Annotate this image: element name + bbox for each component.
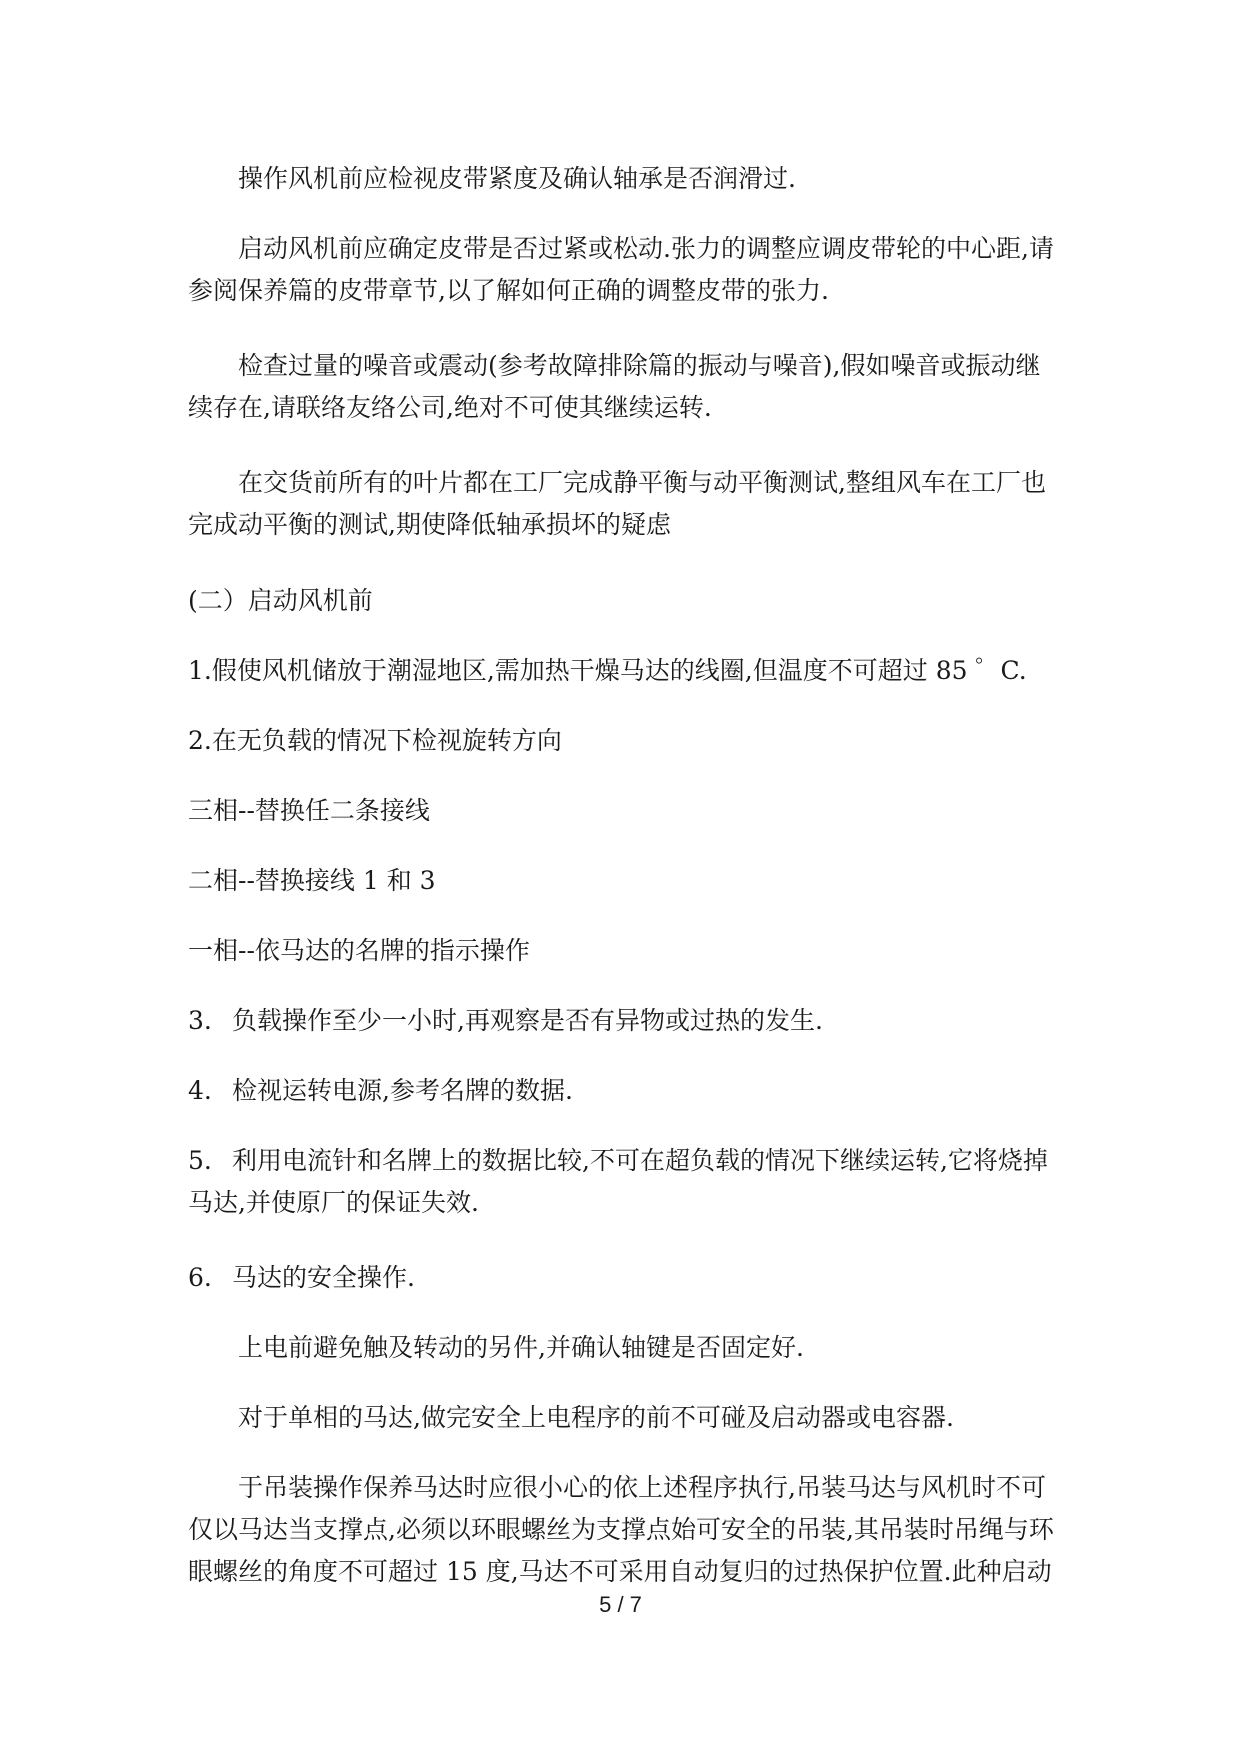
- list-text: 利用电流针和名牌上的数据比较,不可在超负载的情况下继续运转,它将烧掉马达,并使原厂的保证失效.: [188, 1146, 1048, 1217]
- list-item: 2.在无负载的情况下检视旋转方向: [188, 726, 562, 755]
- list-text: 马达的安全操作.: [232, 1263, 415, 1292]
- list-text: 负载操作至少一小时,再观察是否有异物或过热的发生.: [232, 1006, 823, 1035]
- list-number: 3.: [188, 1006, 212, 1035]
- paragraph-safety: 于吊装操作保养马达时应很小心的依上述程序执行,吊装马达与风机时不可仅以马达当支撑点,必须以环眼螺丝为支撑点始可安全的吊装,其吊装时吊绳与环眼螺丝的角度不可超过 15 度,马达不可采用自动复归的过热保护位置.此种启动: [188, 1473, 1054, 1586]
- paragraph-balance-test: 在交货前所有的叶片都在工厂完成静平衡与动平衡测试,整组风车在工厂也完成动平衡的测试,期使降低轴承损坏的疑虑: [188, 468, 1046, 539]
- list-item: [188, 1000, 1054, 1042]
- list-item: [188, 1257, 1054, 1299]
- list-text: 检视运转电源,参考名牌的数据.: [232, 1076, 573, 1105]
- paragraph-safety: 对于单相的马达,做完安全上电程序的前不可碰及启动器或电容器.: [238, 1403, 954, 1432]
- phase-line: 三相--替换任二条接线: [188, 796, 430, 825]
- paragraph-belt-tension: 启动风机前应确定皮带是否过紧或松动.张力的调整应调皮带轮的中心距,请参阅保养篇的皮带章节,以了解如何正确的调整皮带的张力.: [188, 234, 1054, 305]
- list-item: [188, 1070, 1054, 1112]
- paragraph-noise-check: 检查过量的噪音或震动(参考故障排除篇的振动与噪音),假如噪音或振动继续存在,请联络友络公司,绝对不可使其继续运转.: [188, 351, 1041, 422]
- paragraph-safety: 上电前避免触及转动的另件,并确认轴键是否固定好.: [238, 1333, 804, 1362]
- section-heading: (二）启动风机前: [188, 586, 373, 615]
- list-item: [188, 1140, 1054, 1224]
- phase-line: 一相--依马达的名牌的指示操作: [188, 936, 530, 965]
- paragraph-fan-check: 操作风机前应检视皮带紧度及确认轴承是否润滑过.: [238, 164, 796, 193]
- list-number: 4.: [188, 1076, 212, 1105]
- list-number: 5.: [188, 1146, 212, 1175]
- phase-line: 二相--替换接线 1 和 3: [188, 866, 436, 895]
- list-number: 6.: [188, 1263, 212, 1292]
- list-item: 1.假使风机储放于潮湿地区,需加热干燥马达的线圈,但温度不可超过 85 ゜C.: [188, 656, 1027, 685]
- page-number: 5 / 7: [599, 1592, 642, 1617]
